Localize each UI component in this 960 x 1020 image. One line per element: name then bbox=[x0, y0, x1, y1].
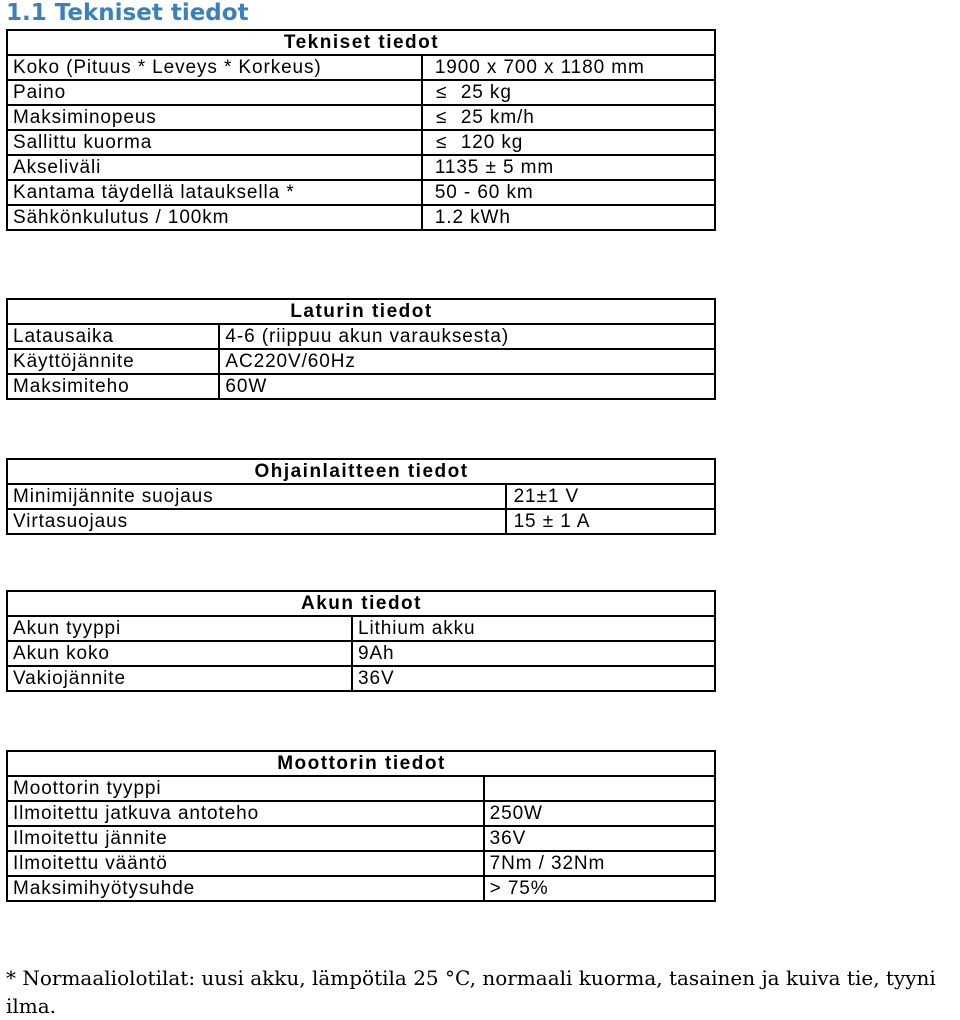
row-value: 25 kg bbox=[460, 82, 512, 103]
row-value: AC220V/60Hz bbox=[219, 349, 715, 374]
row-label: Koko (Pituus * Leveys * Korkeus) bbox=[7, 55, 422, 80]
table-row bbox=[7, 851, 715, 876]
row-value: 1.2 kWh bbox=[422, 205, 715, 230]
row-label: Vakiojännite bbox=[7, 666, 352, 691]
table-row bbox=[7, 776, 715, 801]
row-label: Minimijännite suojaus bbox=[7, 484, 506, 509]
row-value: 21±1 V bbox=[506, 484, 715, 509]
table-row bbox=[7, 155, 715, 180]
row-label: Virtasuojaus bbox=[7, 509, 506, 534]
table-row bbox=[7, 484, 715, 509]
row-label: Akseliväli bbox=[7, 155, 422, 180]
row-label: Kantama täydellä latauksella * bbox=[7, 180, 422, 205]
row-value: 50 - 60 km bbox=[422, 180, 715, 205]
table-row bbox=[7, 374, 715, 399]
table-row bbox=[7, 666, 715, 691]
row-value: 60W bbox=[219, 374, 715, 399]
row-label: Moottorin tyyppi bbox=[7, 776, 484, 801]
row-label: Akun koko bbox=[7, 641, 352, 666]
row-label: Käyttöjännite bbox=[7, 349, 219, 374]
tech-specs-table bbox=[6, 29, 716, 231]
table-row bbox=[7, 205, 715, 230]
row-value: > 75% bbox=[484, 876, 715, 901]
row-value: 9Ah bbox=[352, 641, 715, 666]
table-row bbox=[7, 876, 715, 901]
row-label: Akun tyyppi bbox=[7, 616, 352, 641]
less-equal-symbol: ≤ bbox=[436, 82, 448, 103]
table-row bbox=[7, 105, 715, 130]
row-value: Lithium akku bbox=[352, 616, 715, 641]
row-value: 250W bbox=[484, 801, 715, 826]
row-value bbox=[484, 776, 715, 801]
row-label: Maksimiteho bbox=[7, 374, 219, 399]
table-row bbox=[7, 801, 715, 826]
table-title: Tekniset tiedot bbox=[7, 30, 715, 55]
controller-table bbox=[6, 458, 716, 535]
charger-table bbox=[6, 298, 716, 400]
table-row bbox=[7, 349, 715, 374]
row-label: Maksimihyötysuhde bbox=[7, 876, 484, 901]
row-value: 25 km/h bbox=[460, 107, 535, 128]
footnote: * Normaaliolotilat: uusi akku, lämpötila 25 °C, normaali kuorma, tasainen ja kuiva tie, tyyni ilma. bbox=[6, 966, 936, 1018]
battery-table bbox=[6, 590, 716, 692]
row-label: Ilmoitettu vääntö bbox=[7, 851, 484, 876]
table-row bbox=[7, 616, 715, 641]
table-row bbox=[7, 180, 715, 205]
table-row bbox=[7, 130, 715, 155]
table-title: Laturin tiedot bbox=[7, 299, 715, 324]
table-row bbox=[7, 641, 715, 666]
row-value: 7Nm / 32Nm bbox=[484, 851, 715, 876]
section-heading: 1.1 Tekniset tiedot bbox=[6, 0, 249, 26]
row-value: 4-6 (riippuu akun varauksesta) bbox=[219, 324, 715, 349]
row-value: 36V bbox=[352, 666, 715, 691]
row-label: Ilmoitettu jännite bbox=[7, 826, 484, 851]
table-title: Ohjainlaitteen tiedot bbox=[7, 459, 715, 484]
row-label: Maksiminopeus bbox=[7, 105, 422, 130]
table-row bbox=[7, 509, 715, 534]
row-label: Sallittu kuorma bbox=[7, 130, 422, 155]
less-equal-symbol: ≤ bbox=[436, 107, 448, 128]
table-row bbox=[7, 324, 715, 349]
row-label: Ilmoitettu jatkuva antoteho bbox=[7, 801, 484, 826]
row-value: 1900 x 700 x 1180 mm bbox=[422, 55, 715, 80]
less-equal-symbol: ≤ bbox=[436, 132, 448, 153]
table-title: Akun tiedot bbox=[7, 591, 715, 616]
table-row bbox=[7, 80, 715, 105]
row-value: 15 ± 1 A bbox=[506, 509, 715, 534]
table-row bbox=[7, 826, 715, 851]
row-value: 1135 ± 5 mm bbox=[422, 155, 715, 180]
row-value: 36V bbox=[484, 826, 715, 851]
row-value: 120 kg bbox=[460, 132, 524, 153]
row-label: Sähkönkulutus / 100km bbox=[7, 205, 422, 230]
table-title: Moottorin tiedot bbox=[7, 751, 715, 776]
motor-table bbox=[6, 750, 716, 902]
row-label: Paino bbox=[7, 80, 422, 105]
row-label: Latausaika bbox=[7, 324, 219, 349]
table-row bbox=[7, 55, 715, 80]
